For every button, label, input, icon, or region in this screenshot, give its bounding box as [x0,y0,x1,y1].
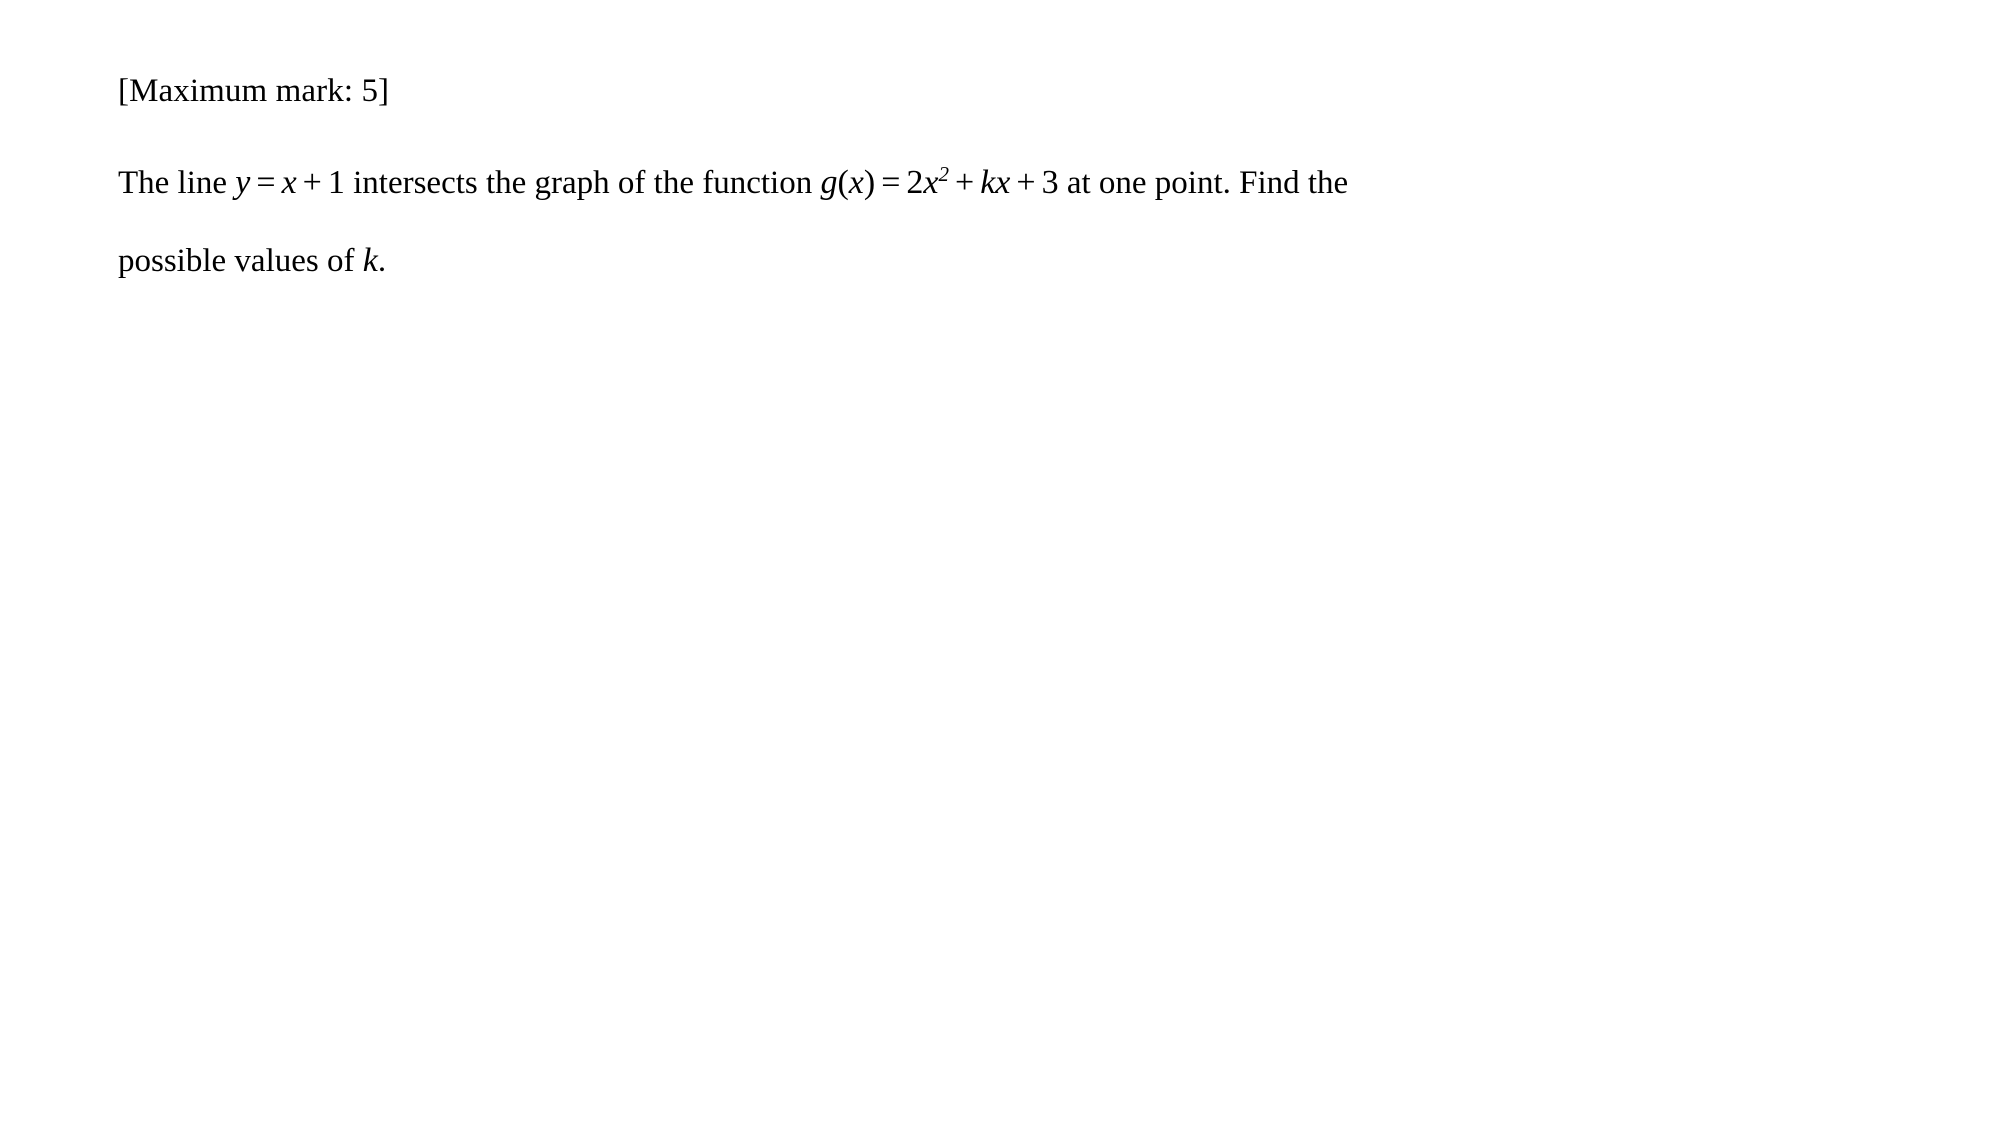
math-op-plus-second: + [1016,164,1036,201]
question-text-part-3: at one point. Find the [1058,165,1349,201]
question-text [118,144,1878,300]
question-text-part-4: possible values of [118,243,363,279]
math-var-k: k [980,164,996,201]
math-num-one: 1 [327,164,345,201]
math-op-plus-first: + [955,164,975,201]
maximum-mark-line: [Maximum mark: 5] [118,73,390,109]
math-var-k-final: k [362,242,378,279]
math-var-x-squared-base: x [923,164,939,201]
question-content [118,68,1878,300]
equation-line-y-equals-x-plus-1 [235,165,345,201]
math-op-equals: = [256,164,276,201]
math-coefficient-two: 2 [906,164,924,201]
question-text-part-2: intersects the graph of the function [344,165,821,201]
equation-function-g-of-x [820,162,1059,201]
math-var-x-argument: x [848,164,864,201]
question-period: . [377,243,387,279]
math-constant-three: 3 [1041,164,1059,201]
math-open-paren: ( [837,164,849,201]
math-op-plus: + [302,164,322,201]
math-op-equals-function: = [881,164,901,201]
math-var-x-in-kx: x [995,164,1011,201]
math-var-x: x [281,164,297,201]
question-text-part-1: The line [118,165,236,201]
math-exponent-two: 2 [938,162,949,186]
math-close-paren: ) [863,164,876,201]
math-var-g: g [820,164,838,201]
math-var-y: y [235,164,251,201]
